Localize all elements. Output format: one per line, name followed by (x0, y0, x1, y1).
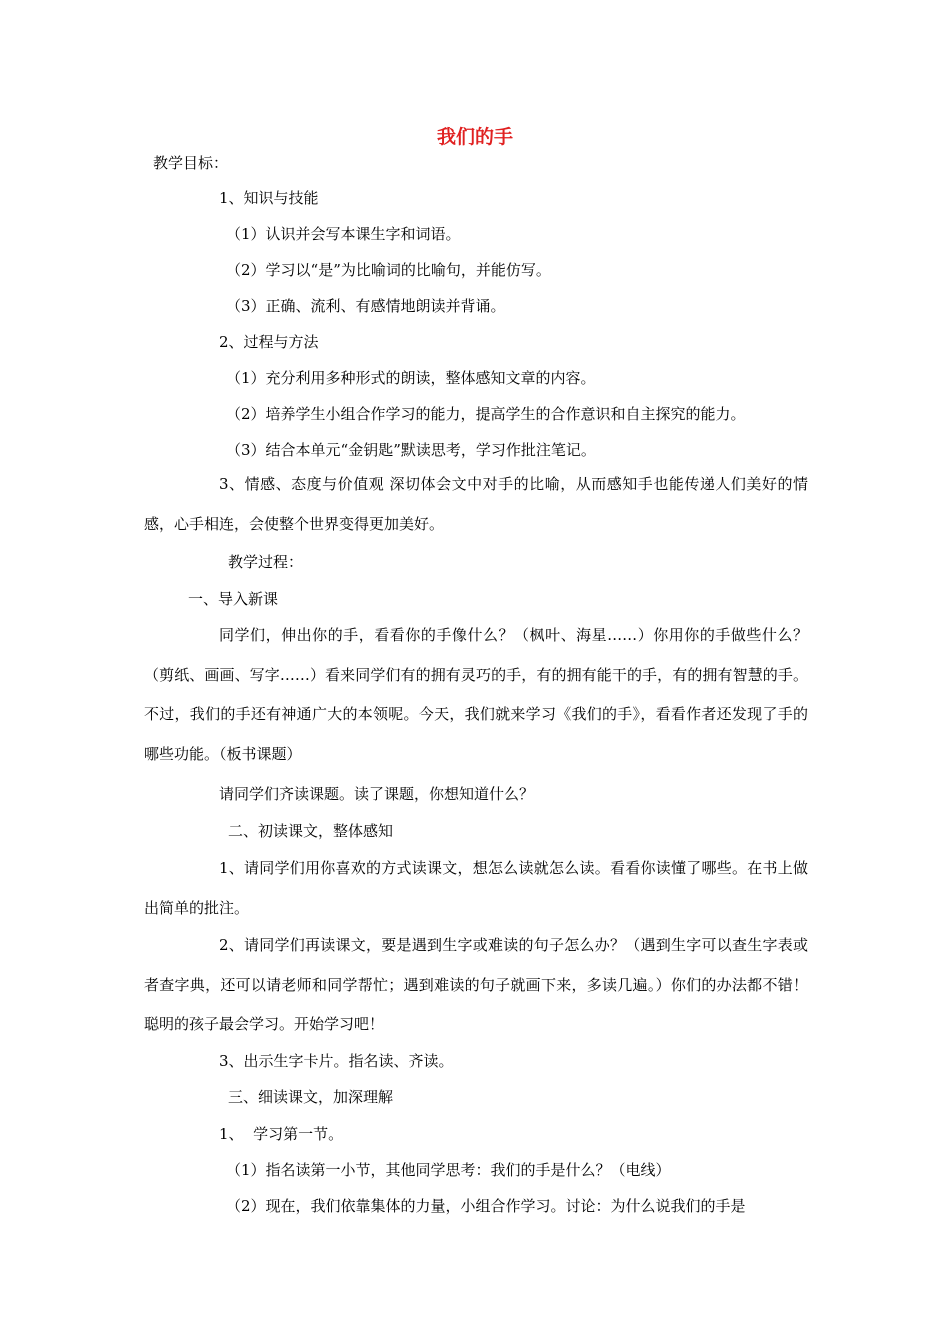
sub-heading: 1、 学习第一节。 (219, 1125, 344, 1143)
page-title: 我们的手 (436, 126, 513, 148)
paragraph: 3、出示生字卡片。指名读、齐读。 (219, 1052, 454, 1070)
goal-item: （2）培养学生小组合作学习的能力，提高学生的合作意识和自主探究的能力。 (226, 405, 746, 423)
process-heading: 教学过程： (228, 553, 304, 571)
section-heading: 三、细读课文，加深理解 (228, 1088, 394, 1106)
goal-item: （3）结合本单元“金钥匙”默读思考，学习作批注笔记。 (226, 441, 596, 459)
goal-item: （2）学习以“是”为比喻词的比喻句，并能仿写。 (226, 261, 551, 279)
paragraph: 2、请同学们再读课文，要是遇到生字或难读的句子怎么办？（遇到生字可以查生字表或者查字典，还可以请老师和同学帮忙；遇到难读的句子就画下来，多读几遍。）你们的办法都不错！聪明的孩子最会学习。开始学习吧！ (144, 936, 808, 1033)
paragraph: 请同学们齐读课题。读了课题，你想知道什么？ (219, 785, 535, 803)
list-item: （1）指名读第一小节，其他同学思考：我们的手是什么？（电线） (226, 1161, 671, 1179)
goal-item: （1）认识并会写本课生字和词语。 (226, 225, 461, 243)
paragraph: 1、请同学们用你喜欢的方式读课文，想怎么读就怎么读。看看你读懂了哪些。在书上做出简单的批注。 (144, 859, 808, 917)
section-heading: 二、初读课文，整体感知 (228, 822, 394, 840)
paragraph: 同学们，伸出你的手，看看你的手像什么？（枫叶、海星……）你用你的手做些什么？（剪纸、画画、写字……）看来同学们有的拥有灵巧的手，有的拥有能干的手，有的拥有智慧的手。不过，我们的手还有神通广大的本领呢。今天，我们就来学习《我们的手》，看看作者还发现了手的哪些功能。（板书课题） (144, 626, 808, 763)
goal-knowledge-skills: 1、知识与技能 (219, 189, 319, 207)
goal-item: （3）正确、流利、有感情地朗读并背诵。 (226, 297, 506, 315)
goal-emotion-values: 3、情感、态度与价值观 深切体会文中对手的比喻，从而感知手也能传递人们美好的情感，心手相连，会使整个世界变得更加美好。 (144, 475, 808, 533)
goal-process-method: 2、过程与方法 (219, 333, 319, 351)
goal-item: （1）充分利用多种形式的朗读，整体感知文章的内容。 (226, 369, 596, 387)
list-item: （2）现在，我们依靠集体的力量，小组合作学习。讨论：为什么说我们的手是 (226, 1197, 746, 1215)
goals-heading: 教学目标： (153, 154, 229, 172)
section-heading: 一、导入新课 (188, 590, 279, 608)
